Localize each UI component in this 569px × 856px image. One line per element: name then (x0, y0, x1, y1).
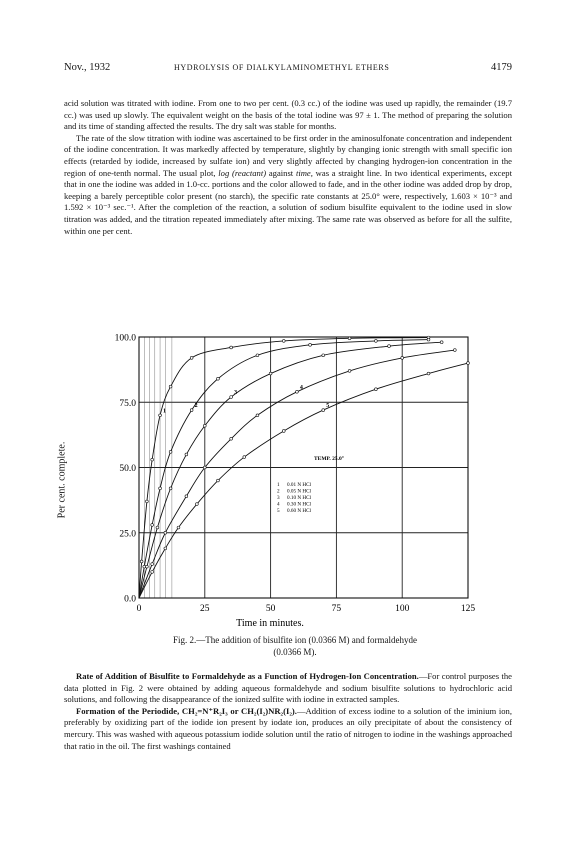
figure-caption (100, 634, 490, 658)
data-point (151, 563, 154, 566)
series-curve-2 (139, 340, 429, 598)
chart-legend (277, 482, 312, 514)
data-point (269, 372, 272, 375)
data-point (282, 430, 285, 433)
section-heading-rate: Rate of Addition of Bisulfite to Formaldehyde as a Function of Hydrogen-Ion Concentration. (76, 671, 419, 681)
data-point (256, 354, 259, 357)
legend-label: 0.05 N HCl (287, 488, 312, 495)
data-point (159, 414, 162, 417)
legend-number: 2 (277, 488, 280, 495)
legend-number: 5 (277, 508, 280, 514)
data-point (151, 458, 154, 461)
data-point (348, 370, 351, 373)
data-point (322, 354, 325, 357)
data-point (140, 560, 143, 563)
data-point (203, 466, 206, 469)
section-text-rate: —For control purposes the data plotted in Fig. 2 were obtained by adding aqueous formaldehyde and sodium bisulfite solutions to hydrochloric acid solutions, and following the disappearance of the ionized sulfite with iodine in extracted samples. (64, 671, 512, 705)
series-curve-4 (139, 350, 455, 598)
data-point (230, 396, 233, 399)
data-point (159, 487, 162, 490)
paragraph-1: acid solution was titrated with iodine. From one to two per cent. (0.3 cc.) of the iodine was used up rapidly, the remainder (19.7 cc.) was used up slowly. The equivalent weight on the basis of the total iodine was 97 ± 1. The method of preparing the solution and its time of standing affected the results. The dry salt was stable for months. (64, 98, 512, 132)
data-point (169, 385, 172, 388)
data-point (374, 340, 377, 343)
paragraph-2-part-b: against (268, 167, 294, 178)
data-point (203, 424, 206, 427)
data-point (196, 503, 199, 506)
caption-line-2: (0.0366 M). (273, 647, 317, 657)
legend-label: 0.10 N HCl (287, 495, 312, 501)
data-point (243, 456, 246, 459)
series-curve-3 (139, 342, 442, 598)
y-axis-label: Per cent. complete. (56, 441, 68, 519)
series-curve-5 (139, 363, 468, 598)
data-point (296, 390, 299, 393)
data-point (467, 362, 470, 365)
data-point (145, 500, 148, 503)
data-point (374, 388, 377, 391)
legend-number: 4 (277, 501, 280, 508)
legend-number: 3 (277, 495, 280, 501)
x-tick-label: 0 (136, 604, 142, 614)
x-tick-label: 50 (265, 604, 276, 614)
paragraph-2-time-term: time, (295, 167, 313, 178)
paragraph-2-part-c: was a straight line. In two identical experiments, except that in one the iodine was added in 1.0-cc. portions and the color allowed to fade, and in the other iodine was added drop by drop, keeping a barely perceptible color present (no starch), the specific rate constants at 25.0° were, respectively, 1.603 × 10⁻³ and 1.592 × 10⁻³ sec.⁻¹. After the completion of the reaction, a solution of sodium bisulfite equivalent to the iodine used in slow titration was added, and the titration repeated immediately after mixing. The same rate was observed as before for all the sulfite, within one per cent. (64, 167, 512, 236)
data-point (427, 338, 430, 341)
legend-label: 0.30 N HCl (287, 501, 312, 508)
data-point (440, 341, 443, 344)
running-title: HYDROLYSIS OF DIALKYLAMINOMETHYL ETHERS (174, 63, 390, 72)
series-label-5: 5 (326, 403, 330, 410)
data-point (256, 414, 259, 417)
y-tick-label: 75.0 (119, 398, 136, 409)
data-point (427, 372, 430, 375)
x-tick-label: 25 (200, 604, 210, 614)
data-point (145, 565, 148, 568)
y-tick-label: 0.0 (124, 594, 136, 605)
data-point (185, 495, 188, 498)
body-text-bottom (64, 671, 512, 752)
y-tick-label: 50.0 (119, 464, 136, 474)
section-rate-of-addition (64, 671, 512, 706)
y-tick-label: 25.0 (119, 529, 136, 540)
series-label-1: 1 (163, 408, 167, 415)
data-point (282, 340, 285, 343)
caption-line-1: Fig. 2.—The addition of bisulfite ion (0.0366 M) and formaldehyde (173, 635, 417, 645)
data-point (309, 343, 312, 346)
data-point (190, 409, 193, 412)
header-date: Nov., 1932 (64, 62, 111, 73)
x-tick-label: 100 (395, 604, 410, 614)
data-point (453, 349, 456, 352)
data-point (230, 437, 233, 440)
data-point (217, 479, 220, 482)
data-point (322, 409, 325, 412)
data-point (185, 453, 188, 456)
section-periodide (64, 706, 512, 752)
data-point (156, 526, 159, 529)
data-point (177, 526, 180, 529)
series-label-4: 4 (299, 384, 303, 391)
x-tick-label: 125 (460, 604, 476, 614)
y-tick-label: 100.0 (114, 333, 136, 344)
temperature-label: TEMP. 25.0° (314, 456, 344, 462)
data-point (217, 377, 220, 380)
section-text-periodide: —Addition of excess iodine to a solution of the iminium ion, preferably by oxidizing part of the iodide ion present by iodate ion, produces an oily precipitate of about the consistency of mercury. This was washed with aqueous potassium iodide solution until the ratio of nitrogen to iodine in the washings approached that ratio in the oil. The first washings contained (64, 705, 512, 751)
data-point (164, 531, 167, 534)
series-label-2: 2 (194, 403, 198, 410)
paragraph-2-log-term: log (reactant) (218, 167, 267, 178)
x-tick-label: 75 (331, 604, 342, 614)
data-point (348, 337, 351, 340)
legend-label: 0.01 N HCl (287, 482, 312, 488)
series-label-3: 3 (234, 390, 238, 397)
data-point (230, 346, 233, 349)
data-point (190, 356, 193, 359)
paragraph-2-part-a: The rate of the slow titration with iodine was ascertained to be first order in the aminosulfonate concentration and independent of the iodine concentration. It was markedly affected by temperature, slightly by changing ionic strength with small specific ion effects (retarded by iodide, increased by sulfate ion) and very slightly affected by changing hydrogen-ion concentration in the region of one-tenth normal. The usual plot, (64, 132, 512, 178)
x-axis-label: Time in minutes. (236, 618, 304, 629)
section-heading-periodide: Formation of the Periodide, CH₂=N⁺R₂I₃ or CH₂(I₂)NR₂(I₂). (76, 705, 297, 716)
data-point (169, 450, 172, 453)
data-point (388, 345, 391, 348)
page-number: 4179 (491, 62, 512, 73)
data-point (164, 547, 167, 550)
data-point (151, 524, 154, 527)
legend-label: 0.60 N HCl (287, 508, 312, 514)
legend-number: 1 (277, 482, 280, 488)
data-point (151, 571, 154, 574)
data-point (401, 356, 404, 359)
data-point (169, 487, 172, 490)
